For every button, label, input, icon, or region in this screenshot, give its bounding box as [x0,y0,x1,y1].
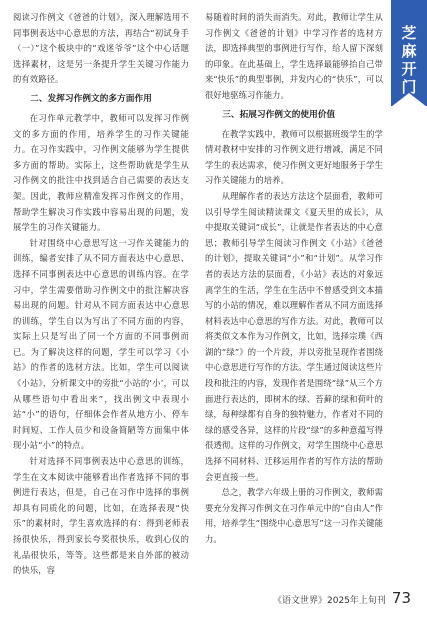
paragraph: 阅读习作例文《爸爸的计划》，深入理解选用不同事例表达中心意思的方法，再结合“初试身手（一）”这个板块中的“戏迷爷爷”这个中心话题选择素材，这是另一条提升学生关键习作能力的有效路径。 [13,12,189,85]
paragraph: 在习作单元教学中，教师可以发挥习作例文的多方面的作用，培养学生的习作关键能力。在习作实践中，习作例文能够为学生提供多方面的帮助。实际上，这些帮助就是学生从习作例文的批注中找到适合自己需要的表达支架。因此，教师应精准发挥习作例文的作用，帮助学生解决习作实践中容易出现的问题，发展学生的习作关键能力。 [13,112,189,233]
paragraph: 总之，教学六年级上册的习作例文，教师需要充分发挥习作例文在习作单元中的“自由人”作用，培养学生“围绕中心意思写”这一习作关键能力。 [205,487,383,544]
section-tab [391,0,427,106]
page-number: 73 [391,589,411,607]
left-column [13,10,189,579]
paragraph: 针对围绕中心意思写这一习作关键能力的训练，编者安排了从不同方面表达中心意思、选择不同事例表达中心意思的训练内容。在学习中，学生需要借助习作例文中的批注解决容易出现的问题。针对从不同方面表达中心意思的训练，学生自以为写出了不同方面的内容，实际上只是写出了同一个方面的不同事例而已。为了解决这样的问题，学生可以学习《小站》的作者的选材方法。比如，学生可以阅读《小站》，分析课文中的旁批“小站的‘小’，可以从哪些语句中看出来”，找出例文中表现小站“小”的语句，仔细体会作者从地方小、停车时间短、工作人员少和设备简陋等方面集中体现小站“小”的特点。 [13,237,189,451]
paragraph: 从理解作者的表达方法这个层面看，教师可以引导学生阅读精读课文《夏天里的成长》，从中提取关键词“成长”，让就是作者表达的中心意思；教师引导学生阅读习作例文《小站》《爸爸的计划》，提取关键词“小”和“计划”。从学习作者的表达方法的层面看，《小站》表达的对象远离学生的生活，学生在生活中不曾感受到文本描写的小站的情况，难以理解作者从不同方面选择材料表达中心意思的写作方法。对此，教师可以将类似文本作为习作例文，比如，选择宗璞《西湖的“绿”》的一个片段，并以旁批呈现作者围绕中心意思进行写作的方法。学生通过阅读这些片段和批注的内容，发现作者是围绕“绿”从三个方面进行表达的，即树木的绿、苔藓的绿和荷叶的绿，每种绿都有自身的独特魅力，作者对不同的绿的感受各异，这样的片段“绿”的多种意蕴写得很透彻。这样的习作例文，对学生围绕中心意思选择不同材料、迁移运用作者的写作方法的帮助会更直接一些。 [205,190,383,482]
page-footer [273,589,411,607]
journal-name: 《语文世界》2025年上旬刊 [273,596,386,606]
section-heading-3: 三、拓展习作例文的使用价值 [222,109,336,120]
section-tab-notch [391,93,427,107]
paragraph: 易随着时间的消失而消失。对此，教师让学生从习作例文《爸爸的计划》中学习作者的选材方法，即选择典型的事例进行写作，给人留下深刻的印象。在此基础上，学生选择最能够抬自己带来“快乐”的典型事例，并发内心的“快乐”，可以很好地驱练习作能力。 [205,12,383,100]
paragraph: 针对选择不同事例表达中心意思的训练，学生在文本阅读中能够看出作者选择不同的事例进行表达，但是，自己在习作中选择的事例却具有同质化的问题，比如，在选择表现“快乐”的素材时，学生喜欢选择的有：得到老师表扬很快乐，得到家长夸奖很快乐，收到心仪的礼品很快乐，等等。这些都是来自外部的被动的快乐，容 [13,456,189,576]
section-tab-title: 芝麻开门 [401,24,417,96]
section-heading-2: 二、发挥习作例文的多方面作用 [30,93,152,104]
right-column [205,10,383,548]
paragraph: 在教学实践中，教师可以根据班级学生的学情对教材中安排的习作例文进行增减，满足不同学生的表达需求，使习作例文更好地服务于学生习作关键能力的培养。 [205,128,383,186]
